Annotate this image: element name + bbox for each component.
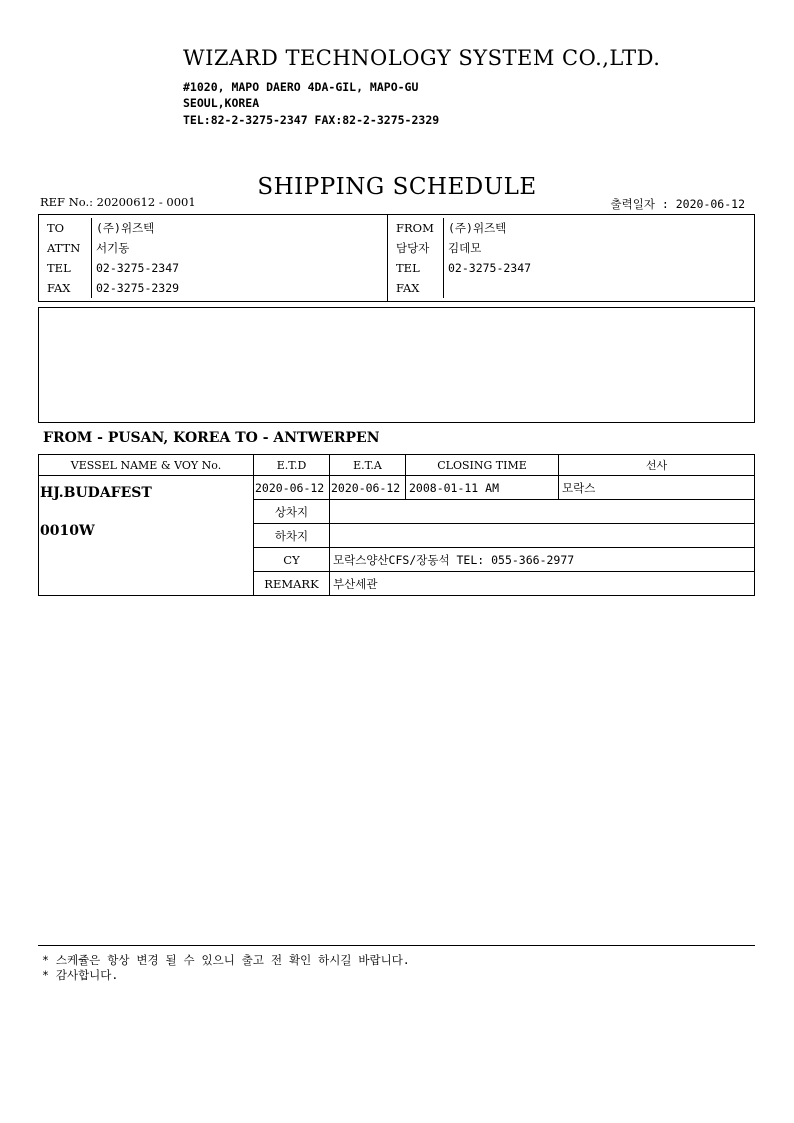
from-value: (주)위즈텍 [444,218,755,238]
document-title: SHIPPING SCHEDULE [257,174,537,200]
vessel-name: HJ.BUDAFEST [40,485,152,501]
tel-value: 02-3275-2347 [92,258,388,278]
company-address-line1: #1020, MAPO DAERO 4DA-GIL, MAPO-GU [183,80,419,94]
fax-label: FAX [47,281,71,295]
col-eta: E.T.A [330,455,406,476]
col-closing: CLOSING TIME [406,455,559,476]
closing-value: 2008-01-11 AM [406,476,559,500]
from-tel-label: TEL [388,258,444,278]
unloading-label: 하차지 [254,524,330,548]
manager-value: 김데모 [444,238,755,258]
from-label: FROM [388,218,444,238]
header-info-table [38,214,755,302]
from-tel-value: 02-3275-2347 [444,258,755,278]
cy-value: 모락스양산CFS/장동석 TEL: 055-366-2977 [330,548,755,572]
attn-value: 서기동 [92,238,388,258]
fax-value: 02-3275-2329 [92,278,388,298]
route-line: FROM - PUSAN, KOREA TO - ANTWERPEN [43,430,380,446]
to-label: TO [47,221,65,235]
col-carrier: 선사 [559,455,755,476]
footer-note-1: * 스케쥴은 항상 변경 될 수 있으니 출고 전 확인 하시길 바랍니다. [42,953,410,967]
reference-number: REF No.: 20200612 - 0001 [40,195,196,209]
unloading-value [330,524,755,548]
memo-box [38,307,755,423]
from-fax-value [444,278,755,298]
company-name: WIZARD TECHNOLOGY SYSTEM CO.,LTD. [183,46,661,70]
cy-label: CY [254,548,330,572]
remark-value: 부산세관 [330,572,755,596]
manager-label: 담당자 [388,238,444,258]
schedule-table [38,454,755,596]
eta-value: 2020-06-12 [330,476,406,500]
from-fax-label: FAX [388,278,444,298]
vessel-cell [39,476,254,596]
col-etd: E.T.D [254,455,330,476]
voyage-number: 0010W [40,523,95,539]
etd-value: 2020-06-12 [254,476,330,500]
loading-value [330,500,755,524]
company-address-line2: SEOUL,KOREA [183,96,260,110]
tel-label: TEL [47,261,71,275]
footer-note-2: * 감사합니다. [42,968,119,982]
remark-label: REMARK [254,572,330,596]
print-date: 출력일자 : 2020-06-12 [610,197,745,211]
to-value: (주)위즈텍 [92,218,388,238]
company-contact: TEL:82-2-3275-2347 FAX:82-2-3275-2329 [183,113,440,127]
carrier-value: 모락스 [559,476,755,500]
attn-label: ATTN [47,241,81,255]
footer-divider [38,945,755,946]
loading-label: 상차지 [254,500,330,524]
col-vessel: VESSEL NAME & VOY No. [39,455,254,476]
